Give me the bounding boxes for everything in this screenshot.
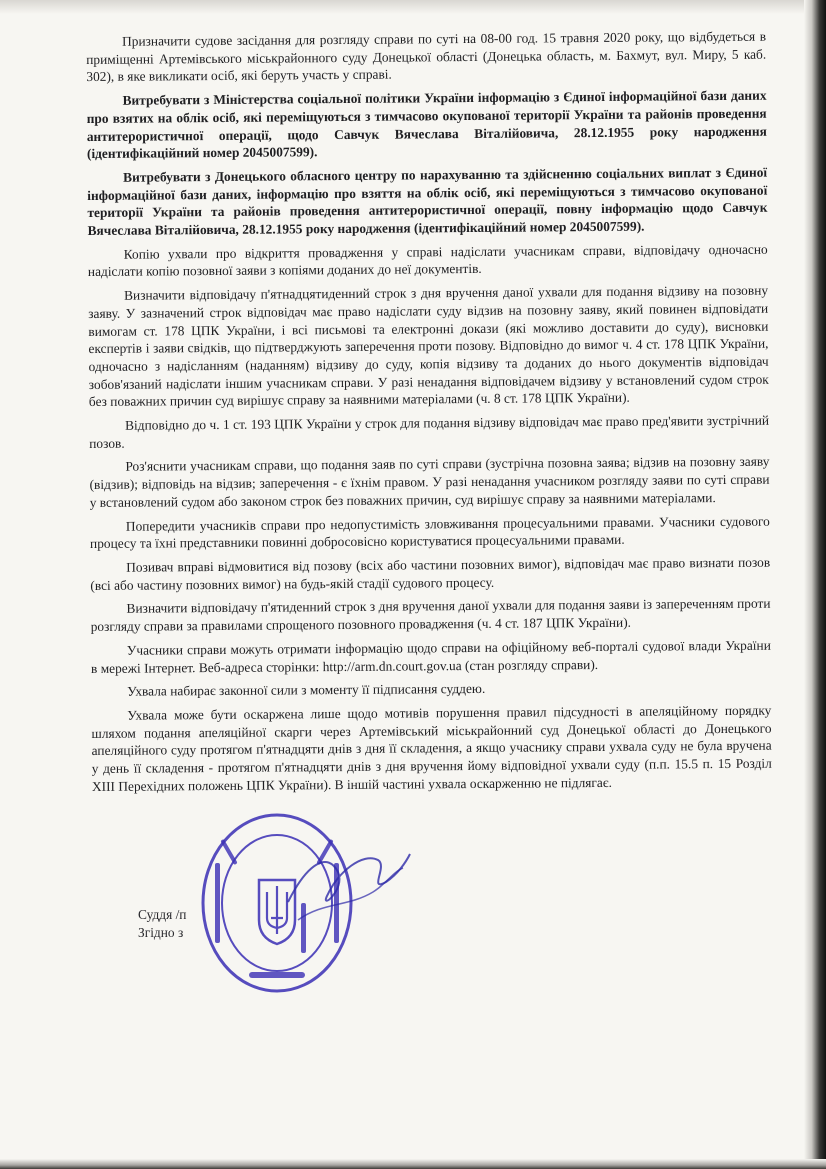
paper-bottom-shadow <box>0 1159 826 1169</box>
paragraph-request-ministry: Витребувати з Міністерства соціальної політики України інформацію з Єдиної інформаційної бази даних про взятих на облік осіб, які переміщуються з тимчасово окупованої території України та районів проведення антитерористичної операції, щодо Савчук Вячеслава Віталійовича, 28.12.1955 року народження (ідентифікаційний номер 2045007599). <box>86 87 767 162</box>
signature-block <box>138 906 186 942</box>
paragraph-hearing: Призначити судове засідання для розгляду справи по суті на 08-00 год. 15 травня 2020 року, що відбудеться в приміщенні Артемівського міськрайонного суду Донецької області (Донецька область, м. Бахмут, вул. Миру, 5 каб. 302), в яке викликати осіб, які беруть участь у справі. <box>86 28 767 85</box>
paragraph-legal-force: Ухвала набирає законної сили з моменту її підписання суддею. <box>127 681 486 699</box>
paragraph-abuse-warning: Попередити учасників справи про недопустимість зловживання процесуальними правами. Учасники судового процесу та їхні представники повинні добросовісно користуватися процесуальними правами. <box>89 513 770 552</box>
judge-line: Суддя /п <box>138 907 187 922</box>
certified-line: Згідно з <box>138 925 184 940</box>
handwritten-signature <box>268 832 418 942</box>
document-body <box>86 28 772 796</box>
paragraph-explain-rights: Роз'яснити учасникам справи, що подання заяв по суті справи (зустрічна позовна заява; відзив на позовну заяву (відзив); відповідь на відзив; заперечення - є їхнім правом. У разі ненадання учасником розгляду заяви по суті справи у встановлений судом або законом строк без поважних причин, суд вирішує справу за наявними матеріалами. <box>89 454 770 510</box>
paragraph-response-deadline: Визначити відповідачу п'ятнадцятиденний строк з дня вручення даної ухвали для подання відзиву на позовну заяву. У зазначений строк відповідач має право надіслати суду відзив на позовну заяву, який повинен відповідати вимогам ст. 178 ЦПК України, і всі письмові та електронні докази (які можливо доставити до суду), висновки експертів і заяви свідків, що підтверджують заперечення проти позову. Відповідно до вимог ч. 4 ст. 178 ЦПК України, одночасно з надісланням (наданням) відзиву до суду, копія відзиву та доданих до нього документів відповідач зобов'язаний надіслати іншим учасникам справи. У разі ненадання відповідачем відзиву у встановлений судом строк без поважних причин суд вирішує справу за наявними матеріалами (ч. 8 ст. 178 ЦПК України). <box>88 282 769 410</box>
paper-top-shadow <box>0 0 826 14</box>
paragraph-objection-deadline: Визначити відповідачу п'ятиденний строк з дня вручення даної ухвали для подання заяви із запереченням проти розгляду справи за правилами спрощеного позовного провадження (ч. 4 ст. 187 ЦПК України). <box>90 596 771 635</box>
paragraph-request-regional-center: Витребувати з Донецького обласного центру по нарахуванню та здійсненню соціальних виплат з Єдиної інформаційної бази даних, інформацію про взяття на облік осіб, які переміщуються з тимчасово окупованої території України та районів проведення антитерористичної операції, повну інформацію щодо Савчук Вячеслава Віталійовича, 28.12.1955 року народження (ідентифікаційний номер 2045007599). <box>87 164 768 239</box>
paragraph-counterclaim: Відповідно до ч. 1 ст. 193 ЦПК України у строк для подання відзиву відповідач має право пред'явити зустрічний позов. <box>89 412 770 451</box>
paragraph-appeal: Ухвала може бути оскаржена лише щодо мотивів порушення правил підсудності в апеляційному порядку шляхом подання апеляційної скарги через Артемівський міськрайонний суд Донецької області до Донецького апеляційного суду протягом п'ятнадцяти днів з дня її складення, а якщо учаснику справи ухвала суду не була вручена у день її складення - протягом п'ятнадцяти днів з дня вручення йому відповідної ухвали суду (п.п. 15.5 п. 15 Розділ XIII Перехідних положень ЦПК України). В іншій частині ухвала оскарженню не підлягає. <box>91 702 772 794</box>
scanner-edge-shadow <box>804 0 826 1169</box>
paragraph-web-info: Учасники справи можуть отримати інформацію щодо справи на офіційному веб-порталі судової влади України в мережі Інтернет. Веб-адреса сторінки: http://arm.dn.court.gov.ua (стан розгляду справи). <box>90 637 771 676</box>
paragraph-send-copy: Копію ухвали про відкриття провадження у справі надіслати учасникам справи, відповідачу одночасно надіслати копію позовної заяви з копіями доданих до неї документів. <box>87 241 768 280</box>
paragraph-claim-withdrawal: Позивач вправі відмовитися від позову (всіх або частини позовних вимог), відповідач має право визнати позов (всі або частину позовних вимог) на будь-якій стадії судового процесу. <box>90 554 771 593</box>
